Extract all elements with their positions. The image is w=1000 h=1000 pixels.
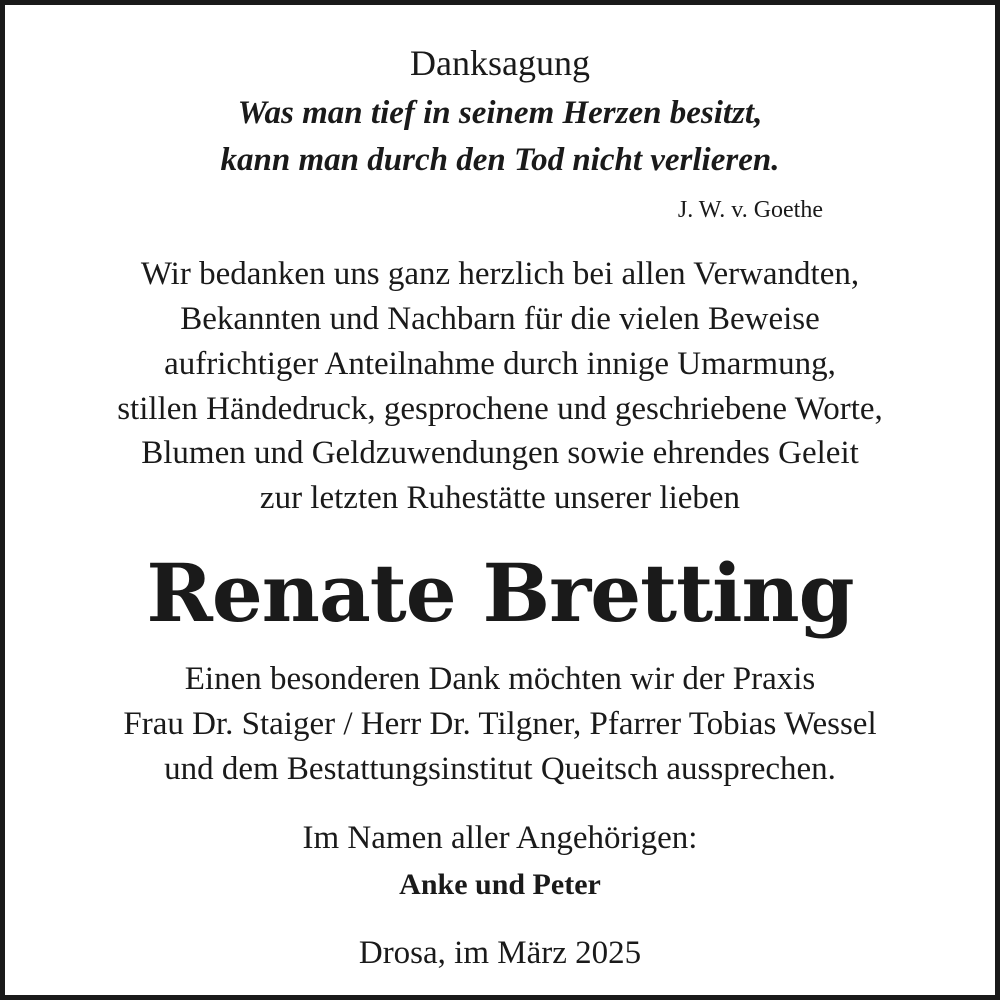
deceased-name: Renate Bretting (146, 546, 854, 640)
quote-line-1: Was man tief in seinem Herzen besitzt, (237, 95, 763, 131)
notice-heading: Danksagung (410, 43, 590, 83)
thanks-line-6: zur letzten Ruhestätte unserer lieben (259, 480, 741, 516)
place-date: Drosa, im März 2025 (358, 935, 642, 971)
special-thanks-line-1: Einen besonderen Dank möchten wir der Praxis (184, 661, 816, 697)
thanks-line-4: stillen Händedruck, gesprochene und geschriebene Worte, (117, 391, 883, 427)
thanks-line-3: aufrichtiger Anteilnahme durch innige Umarmung, (164, 346, 836, 382)
thanks-line-1: Wir bedanken uns ganz herzlich bei allen Verwandten, (140, 256, 860, 292)
thanks-line-5: Blumen und Geldzuwendungen sowie ehrendes Geleit (141, 435, 859, 471)
quote-line-2: kann man durch den Tod nicht verlieren. (220, 142, 780, 178)
special-thanks-line-2: Frau Dr. Staiger / Herr Dr. Tilgner, Pfarrer Tobias Wessel (123, 706, 877, 742)
special-thanks-line-3: und dem Bestattungsinstitut Queitsch aussprechen. (164, 751, 836, 787)
signature-names: Anke und Peter (399, 868, 601, 901)
quote-author: J. W. v. Goethe (677, 197, 823, 223)
signature-intro: Im Namen aller Angehörigen: (302, 820, 698, 856)
thanks-line-2: Bekannten und Nachbarn für die vielen Beweise (180, 301, 820, 337)
